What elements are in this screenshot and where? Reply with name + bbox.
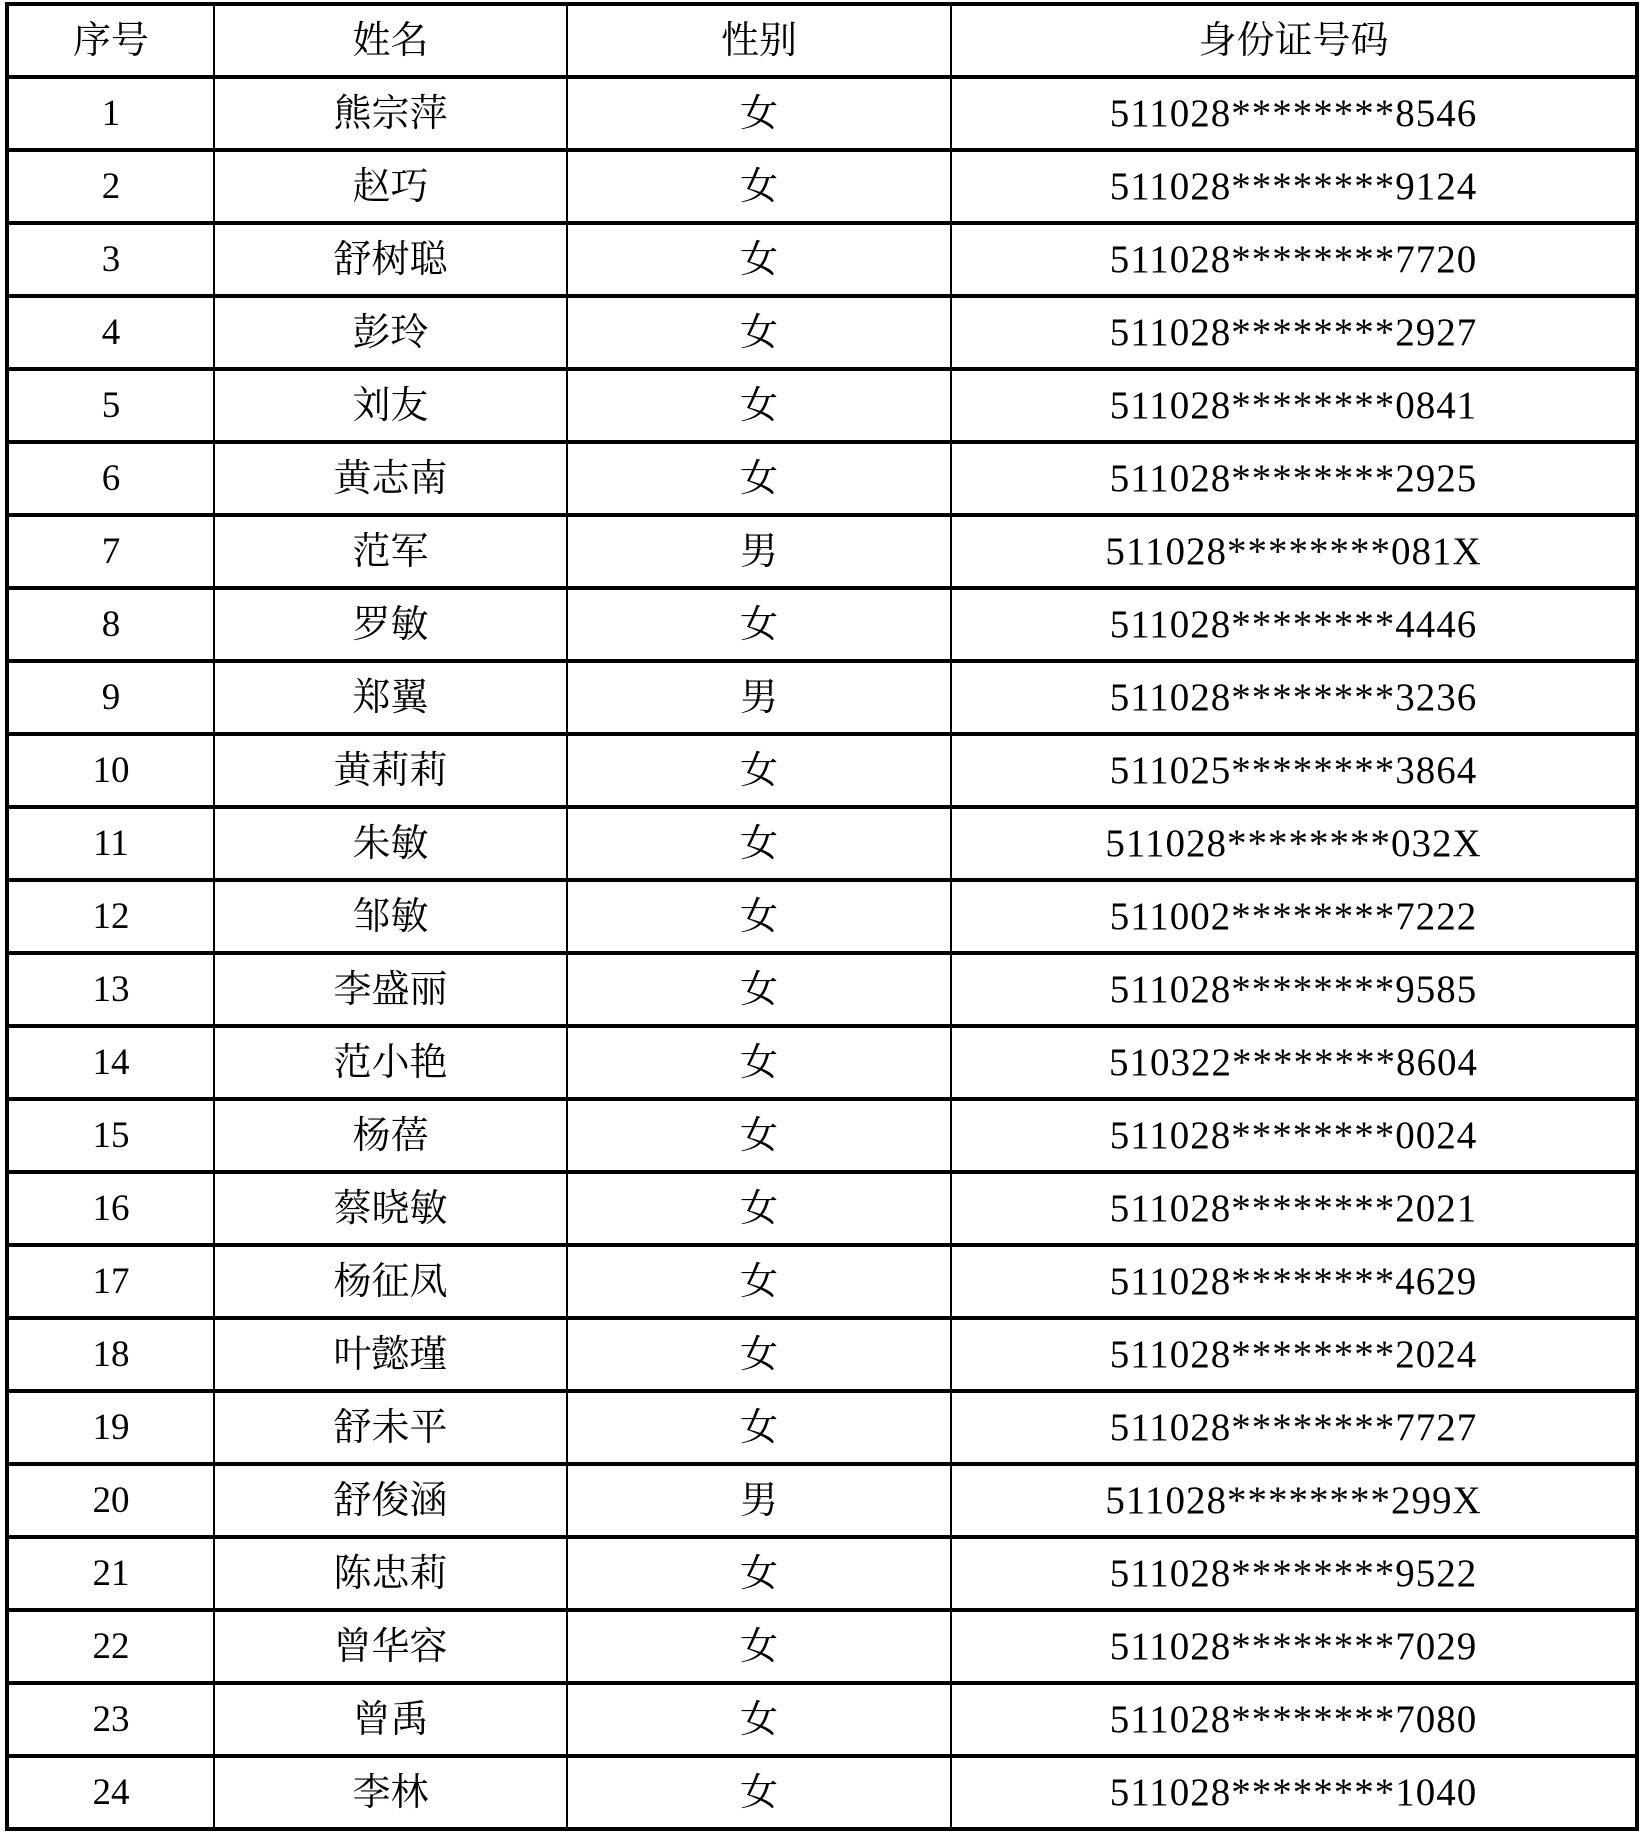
cell-serial-number: 13 <box>7 953 214 1026</box>
cell-name: 杨征凤 <box>214 1245 567 1318</box>
table-row <box>7 1537 1637 1610</box>
cell-serial-number: 8 <box>7 588 214 661</box>
cell-name: 李盛丽 <box>214 953 567 1026</box>
header-gender: 性别 <box>567 4 951 77</box>
cell-gender: 女 <box>567 1683 951 1756</box>
table-row <box>7 1099 1637 1172</box>
cell-gender: 男 <box>567 515 951 588</box>
table-row <box>7 734 1637 807</box>
header-id: 身份证号码 <box>951 4 1637 77</box>
cell-name: 舒俊涵 <box>214 1464 567 1537</box>
cell-gender: 女 <box>567 1318 951 1391</box>
cell-gender: 女 <box>567 1610 951 1683</box>
cell-serial-number: 2 <box>7 150 214 223</box>
cell-serial-number: 5 <box>7 369 214 442</box>
table-row <box>7 588 1637 661</box>
cell-serial-number: 3 <box>7 223 214 296</box>
table-row <box>7 1318 1637 1391</box>
cell-name: 曾华容 <box>214 1610 567 1683</box>
cell-gender: 女 <box>567 1172 951 1245</box>
table-row <box>7 1172 1637 1245</box>
cell-name: 黄志南 <box>214 442 567 515</box>
cell-name: 黄莉莉 <box>214 734 567 807</box>
cell-serial-number: 4 <box>7 296 214 369</box>
cell-serial-number: 21 <box>7 1537 214 1610</box>
table-row <box>7 953 1637 1026</box>
cell-name: 赵巧 <box>214 150 567 223</box>
cell-id-number: 511028********7029 <box>951 1610 1637 1683</box>
cell-id-number: 511028********032X <box>951 807 1637 880</box>
cell-id-number: 511002********7222 <box>951 880 1637 953</box>
cell-serial-number: 18 <box>7 1318 214 1391</box>
cell-id-number: 511028********1040 <box>951 1756 1637 1829</box>
cell-gender: 女 <box>567 734 951 807</box>
cell-serial-number: 6 <box>7 442 214 515</box>
cell-name: 蔡晓敏 <box>214 1172 567 1245</box>
cell-serial-number: 23 <box>7 1683 214 1756</box>
cell-name: 罗敏 <box>214 588 567 661</box>
cell-serial-number: 16 <box>7 1172 214 1245</box>
cell-id-number: 511028********3236 <box>951 661 1637 734</box>
cell-gender: 女 <box>567 1026 951 1099</box>
cell-name: 舒树聪 <box>214 223 567 296</box>
table-row <box>7 296 1637 369</box>
cell-id-number: 511028********2927 <box>951 296 1637 369</box>
cell-gender: 女 <box>567 369 951 442</box>
cell-name: 邹敏 <box>214 880 567 953</box>
cell-gender: 男 <box>567 1464 951 1537</box>
table-row <box>7 442 1637 515</box>
cell-serial-number: 20 <box>7 1464 214 1537</box>
header-name: 姓名 <box>214 4 567 77</box>
cell-serial-number: 14 <box>7 1026 214 1099</box>
cell-serial-number: 7 <box>7 515 214 588</box>
cell-name: 曾禹 <box>214 1683 567 1756</box>
cell-id-number: 510322********8604 <box>951 1026 1637 1099</box>
cell-id-number: 511028********4629 <box>951 1245 1637 1318</box>
cell-name: 范军 <box>214 515 567 588</box>
cell-gender: 女 <box>567 1391 951 1464</box>
cell-id-number: 511028********299X <box>951 1464 1637 1537</box>
table-row <box>7 880 1637 953</box>
cell-name: 熊宗萍 <box>214 77 567 150</box>
cell-id-number: 511028********7720 <box>951 223 1637 296</box>
cell-gender: 女 <box>567 1099 951 1172</box>
table-row <box>7 1756 1637 1829</box>
cell-serial-number: 15 <box>7 1099 214 1172</box>
cell-id-number: 511028********2024 <box>951 1318 1637 1391</box>
cell-gender: 女 <box>567 223 951 296</box>
table-body <box>7 77 1637 1829</box>
table-row <box>7 77 1637 150</box>
cell-gender: 女 <box>567 807 951 880</box>
cell-gender: 女 <box>567 296 951 369</box>
cell-serial-number: 22 <box>7 1610 214 1683</box>
cell-id-number: 511028********2925 <box>951 442 1637 515</box>
cell-gender: 女 <box>567 1756 951 1829</box>
table-row <box>7 150 1637 223</box>
cell-id-number: 511028********7080 <box>951 1683 1637 1756</box>
table-row <box>7 1245 1637 1318</box>
cell-gender: 女 <box>567 442 951 515</box>
cell-serial-number: 11 <box>7 807 214 880</box>
cell-gender: 女 <box>567 1537 951 1610</box>
cell-serial-number: 24 <box>7 1756 214 1829</box>
cell-id-number: 511028********9522 <box>951 1537 1637 1610</box>
cell-id-number: 511028********081X <box>951 515 1637 588</box>
table-row <box>7 1026 1637 1099</box>
cell-id-number: 511028********9124 <box>951 150 1637 223</box>
cell-name: 刘友 <box>214 369 567 442</box>
cell-name: 舒未平 <box>214 1391 567 1464</box>
cell-id-number: 511028********8546 <box>951 77 1637 150</box>
header-no: 序号 <box>7 4 214 77</box>
table-row <box>7 1610 1637 1683</box>
table-row <box>7 661 1637 734</box>
table-row <box>7 223 1637 296</box>
cell-serial-number: 17 <box>7 1245 214 1318</box>
table-row <box>7 369 1637 442</box>
table-row <box>7 1683 1637 1756</box>
cell-name: 陈忠莉 <box>214 1537 567 1610</box>
cell-serial-number: 1 <box>7 77 214 150</box>
table-row <box>7 1464 1637 1537</box>
cell-id-number: 511028********4446 <box>951 588 1637 661</box>
cell-gender: 女 <box>567 880 951 953</box>
cell-name: 杨蓓 <box>214 1099 567 1172</box>
cell-serial-number: 19 <box>7 1391 214 1464</box>
cell-gender: 女 <box>567 953 951 1026</box>
table-row <box>7 1391 1637 1464</box>
header-row <box>7 4 1637 77</box>
cell-serial-number: 10 <box>7 734 214 807</box>
cell-name: 叶懿瑾 <box>214 1318 567 1391</box>
cell-id-number: 511028********9585 <box>951 953 1637 1026</box>
cell-id-number: 511028********0024 <box>951 1099 1637 1172</box>
cell-gender: 女 <box>567 77 951 150</box>
cell-id-number: 511028********7727 <box>951 1391 1637 1464</box>
cell-gender: 女 <box>567 588 951 661</box>
cell-name: 范小艳 <box>214 1026 567 1099</box>
cell-serial-number: 12 <box>7 880 214 953</box>
cell-name: 彭玲 <box>214 296 567 369</box>
roster-table <box>5 2 1639 1831</box>
cell-serial-number: 9 <box>7 661 214 734</box>
table-row <box>7 807 1637 880</box>
cell-name: 朱敏 <box>214 807 567 880</box>
cell-id-number: 511025********3864 <box>951 734 1637 807</box>
cell-gender: 男 <box>567 661 951 734</box>
cell-id-number: 511028********0841 <box>951 369 1637 442</box>
cell-id-number: 511028********2021 <box>951 1172 1637 1245</box>
cell-name: 郑翼 <box>214 661 567 734</box>
table-row <box>7 515 1637 588</box>
cell-gender: 女 <box>567 150 951 223</box>
cell-name: 李林 <box>214 1756 567 1829</box>
cell-gender: 女 <box>567 1245 951 1318</box>
